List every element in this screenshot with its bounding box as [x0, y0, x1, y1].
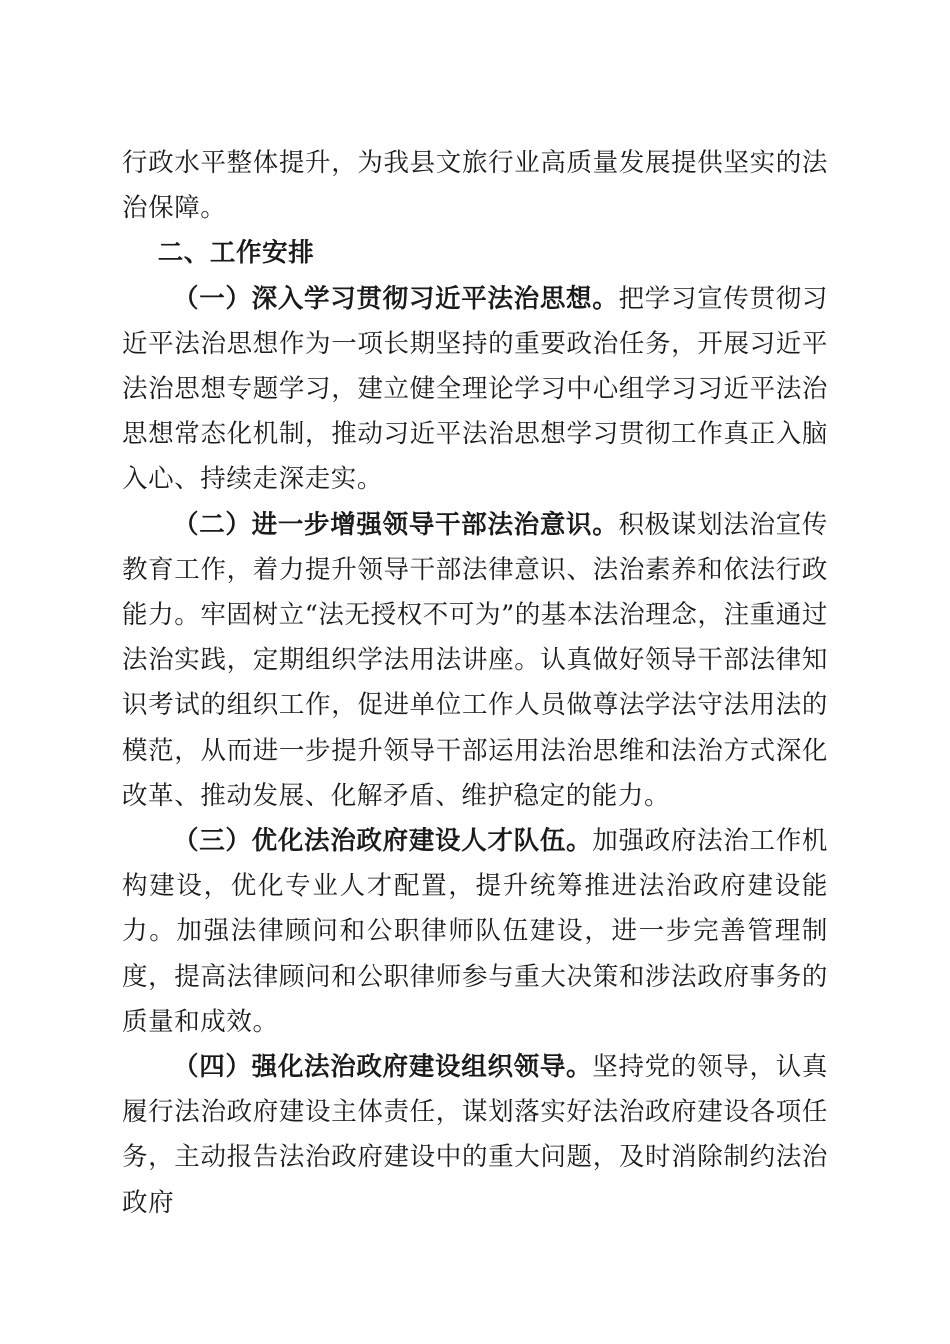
paragraph-lead: （一）深入学习贯彻习近平法治思想。: [173, 283, 619, 314]
document-body: [122, 141, 828, 1226]
paragraph-lead: （四）强化法治政府建设组织领导。: [173, 1052, 593, 1083]
paragraph-text: 把学习宣传贯彻习近平法治思想作为一项长期坚持的重要政治任务，开展习近平法治思想专题学习，建立健全理论学习中心组学习习近平法治思想常态化机制，推动习近平法治思想学习贯彻工作真正入脑入心、持续走深走实。: [122, 283, 828, 495]
paragraph-4: [122, 1045, 828, 1226]
paragraph-lead: （二）进一步增强领导干部法治意识。: [173, 509, 619, 540]
paragraph-text: 积极谋划法治宣传教育工作，着力提升领导干部法律意识、法治素养和依法行政能力。牢固树立“法无授权不可为”的基本法治理念，注重通过法治实践，定期组织学法用法讲座。认真做好领导干部法律知识考试的组织工作，促进单位工作人员做尊法学法守法用法的模范，从而进一步提升领导干部运用法治思维和法治方式深化改革、推动发展、化解矛盾、维护稳定的能力。: [122, 509, 828, 811]
section-heading: 二、工作安排: [157, 238, 315, 269]
paragraph-continuation: [122, 141, 828, 231]
paragraph-2: [122, 503, 828, 819]
paragraph-text: 坚持党的领导，认真履行法治政府建设主体责任，谋划落实好法治政府建设各项任务，主动报告法治政府建设中的重大问题，及时消除制约法治政府: [122, 1052, 828, 1218]
paragraph-text: 加强政府法治工作机构建设，优化专业人才配置，提升统筹推进法治政府建设能力。加强法律顾问和公职律师队伍建设，进一步完善管理制度，提高法律顾问和公职律师参与重大决策和涉法政府事务的质量和成效。: [122, 826, 828, 1037]
paragraph-text: 行政水平整体提升，为我县文旅行业高质量发展提供坚实的法治保障。: [122, 148, 828, 224]
paragraph-lead: （三）优化法治政府建设人才队伍。: [173, 826, 593, 857]
paragraph-3: [122, 819, 828, 1045]
paragraph-1: [122, 277, 828, 503]
